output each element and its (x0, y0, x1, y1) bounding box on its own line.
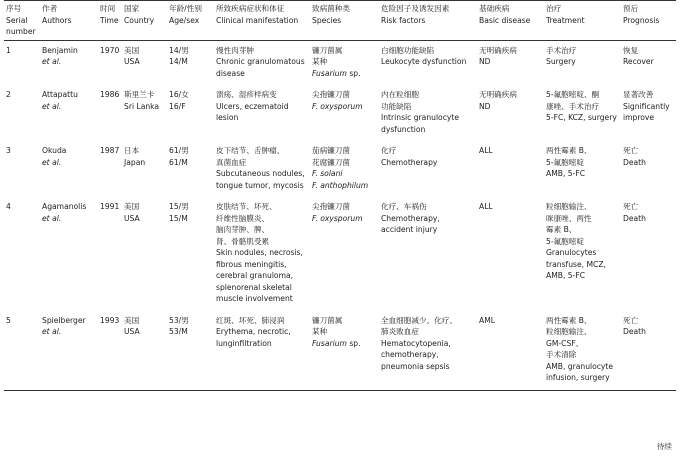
column-header-en: Species (312, 15, 342, 25)
cell-basic-disease (477, 197, 544, 311)
cell-line: 恢复 (623, 45, 639, 55)
cell-line: improve (623, 113, 655, 122)
column-header-en: number (6, 27, 36, 36)
column-header (4, 1, 40, 40)
cell-line: 某种 (312, 327, 328, 336)
cell-line: F. oxysporum (312, 101, 363, 111)
column-header-cn: 年龄/性别 (169, 4, 202, 13)
cell-line: 功能缺陷 (381, 101, 412, 111)
cell-line: 5-氟胞嘧啶 (546, 236, 584, 246)
column-header-en: Age/sex (169, 15, 200, 25)
cell-line: 手术治疗 (546, 45, 577, 55)
cell-line: Chemotherapy, (381, 213, 440, 223)
cell-species (310, 311, 379, 391)
cell-line: Leukocyte dysfunction (381, 57, 467, 66)
cell-line: 肾、骨骼肌受累 (216, 236, 270, 246)
cell-line: et al. (42, 101, 62, 111)
column-header-cn: 时间 (100, 4, 116, 13)
cell-basic-disease (477, 141, 544, 197)
cell-line: AMB, granulocyte (546, 361, 614, 371)
cell-line: Fusarium sp. (312, 338, 361, 348)
cell-clinical (214, 85, 310, 141)
column-header (477, 1, 544, 40)
cell-line: cerebral granuloma, (216, 271, 294, 280)
cell-line: 全血细胞减少、化疗、 (381, 315, 457, 325)
cell-clinical (214, 40, 310, 85)
cell-line: Recover (623, 57, 654, 66)
cell-line: 无明确疾病 (479, 90, 517, 99)
cell-line: Fusarium sp. (312, 68, 361, 78)
column-header-en: Time (100, 15, 119, 25)
cell-line: et al. (42, 213, 62, 223)
cell-basic-disease (477, 311, 544, 391)
cell-line: pneumonia sepsis (381, 361, 450, 371)
cell-prognosis (621, 40, 676, 85)
column-header (379, 1, 477, 40)
column-header-en: Serial (6, 15, 28, 25)
column-header (98, 1, 122, 40)
cell-species (310, 141, 379, 197)
cell-line: Death (623, 327, 646, 336)
cell-authors (40, 141, 98, 197)
cell-serial: 1 (6, 45, 11, 55)
cell-line: Surgery (546, 57, 576, 66)
cell-line: 真菌血症 (216, 157, 247, 167)
cell-treatment (544, 141, 621, 197)
cell-line: 某种 (312, 57, 328, 66)
column-header-en: Basic disease (479, 15, 531, 25)
cell-line: 15/男 (169, 202, 189, 211)
cell-line: Okuda (42, 146, 67, 155)
cell-line: 花腐镰刀菌 (312, 157, 350, 167)
cell-line: ALL (479, 202, 493, 211)
cell-age-sex (167, 311, 214, 391)
cell-treatment (544, 197, 621, 311)
cell-age-sex (167, 197, 214, 311)
cell-line: 纤维性脑膜炎、 (216, 213, 270, 223)
cell-line: Benjamin (42, 45, 78, 55)
cell-risk (379, 40, 477, 85)
column-header-cn: 国家 (124, 4, 140, 13)
cell-country (122, 40, 167, 85)
cell-line: 肺炎败血症 (381, 327, 419, 336)
cell-line: 死亡 (623, 315, 639, 325)
table-body (4, 40, 676, 390)
cell-time: 1987 (100, 146, 120, 155)
cell-clinical (214, 141, 310, 197)
cell-line: 咪康唑、两性 (546, 213, 592, 223)
cell-line: 尖孢镰刀菌 (312, 202, 350, 211)
column-header-cn: 作者 (42, 4, 58, 13)
cell-line: 镰刀菌属 (312, 45, 343, 55)
cell-line: 53/M (169, 327, 188, 336)
cell-line: Agamanolis (42, 202, 87, 211)
cell-line: 死亡 (623, 202, 639, 211)
case-table (4, 0, 676, 391)
column-header (214, 1, 310, 40)
cell-line: 脑肉芽肿、脾、 (216, 225, 270, 234)
cell-line: 粒细胞输注、 (546, 202, 592, 211)
cell-line: 16/女 (169, 90, 189, 99)
column-header-en: Risk factors (381, 15, 426, 25)
cell-line: 5-FC, KCZ, surgery (546, 113, 617, 122)
cell-line: USA (124, 327, 140, 336)
cell-line: 死亡 (623, 146, 639, 155)
cell-line: Ulcers, eczematoid (216, 101, 289, 111)
cell-line: 化疗 (381, 146, 397, 155)
column-header-cn: 预后 (623, 4, 639, 13)
cell-line: 红斑、坏死、肺浸润 (216, 315, 285, 325)
cell-time: 1986 (100, 90, 120, 99)
table-row (4, 141, 676, 197)
cell-authors (40, 85, 98, 141)
column-header-en: Clinical manifestation (216, 15, 299, 25)
cell-species (310, 197, 379, 311)
cell-line: lesion (216, 113, 239, 122)
column-header-cn: 序号 (6, 4, 22, 13)
cell-age-sex (167, 141, 214, 197)
cell-line: Spielberger (42, 315, 86, 325)
cell-line: Granulocytes (546, 248, 597, 257)
column-header-en: Authors (42, 15, 72, 25)
cell-line: Death (623, 157, 646, 167)
cell-line: 14/男 (169, 45, 189, 55)
cell-line: AMB, 5-FC (546, 271, 586, 280)
cell-authors (40, 311, 98, 391)
cell-line: GM-CSF、 (546, 338, 584, 348)
cell-line: Chemotherapy (381, 157, 438, 167)
cell-line: 斯里兰卡 (124, 90, 155, 99)
cell-serial: 3 (6, 146, 11, 155)
cell-line: 溃疡、湿疹样病变 (216, 90, 277, 99)
cell-risk (379, 141, 477, 197)
cell-line: 内在粒细胞 (381, 90, 419, 99)
cell-country (122, 311, 167, 391)
cell-line: 无明确疾病 (479, 45, 517, 55)
cell-age-sex (167, 40, 214, 85)
cell-country (122, 85, 167, 141)
cell-line: Sri Lanka (124, 101, 160, 111)
cell-line: Significantly (623, 101, 670, 111)
cell-line: 霉素 B、 (546, 225, 577, 234)
column-header-en: Treatment (546, 15, 585, 25)
cell-line: AML (479, 315, 495, 325)
cell-age-sex (167, 85, 214, 141)
cell-species (310, 40, 379, 85)
cell-authors (40, 40, 98, 85)
cell-line: USA (124, 57, 140, 66)
cell-line: Death (623, 213, 646, 223)
cell-line: 美国 (124, 202, 140, 211)
cell-line: ALL (479, 146, 493, 155)
cell-line: 53/男 (169, 315, 189, 325)
cell-risk (379, 85, 477, 141)
cell-prognosis (621, 141, 676, 197)
cell-line: 康唑、手术治疗 (546, 101, 600, 111)
cell-line: 白细胞功能缺陷 (381, 45, 435, 55)
cell-time: 1991 (100, 202, 120, 211)
cell-risk (379, 311, 477, 391)
cell-basic-disease (477, 40, 544, 85)
cell-line: 两性霉素 B、 (546, 315, 592, 325)
cell-line: ND (479, 57, 491, 66)
cell-line: 两性霉素 B、 (546, 146, 592, 155)
cell-line: 皮肤结节、坏死、 (216, 202, 277, 211)
cell-line: disease (216, 68, 245, 78)
column-header-en: Country (124, 15, 155, 25)
cell-line: Intrinsic granulocyte (381, 113, 460, 122)
cell-line: 61/M (169, 157, 188, 167)
cell-line: 15/M (169, 213, 188, 223)
cell-line: fibrous meningitis, (216, 259, 287, 269)
cell-clinical (214, 197, 310, 311)
cell-line: Attapattu (42, 90, 78, 99)
cell-clinical (214, 311, 310, 391)
cell-line: Japan (124, 157, 146, 167)
cell-line: F. solani (312, 169, 343, 178)
cell-risk (379, 197, 477, 311)
cell-line: 镰刀菌属 (312, 315, 343, 325)
cell-line: 手术清除 (546, 350, 577, 359)
cell-line: 美国 (124, 315, 140, 325)
cell-line: 粒细胞输注、 (546, 327, 592, 336)
cell-line: 尖孢镰刀菌 (312, 90, 350, 99)
cell-line: splenorenal skeletal (216, 282, 292, 292)
cell-prognosis (621, 85, 676, 141)
cell-serial: 2 (6, 90, 11, 99)
cell-treatment (544, 311, 621, 391)
cell-authors (40, 197, 98, 311)
cell-line: et al. (42, 327, 62, 336)
cell-line: 茄病镰刀菌 (312, 146, 350, 155)
continued-label: 待续 (656, 442, 672, 451)
cell-prognosis (621, 197, 676, 311)
cell-line: 显著改善 (623, 90, 654, 99)
cell-line: F. anthophilum (312, 180, 369, 190)
cell-line: muscle involvement (216, 294, 293, 303)
cell-line: lunginfiltration (216, 338, 272, 348)
column-header-en: Prognosis (623, 15, 660, 25)
column-header (122, 1, 167, 40)
column-header (167, 1, 214, 40)
cell-line: 日本 (124, 146, 140, 155)
column-header (310, 1, 379, 40)
cell-line: accident injury (381, 225, 438, 234)
table-row (4, 85, 676, 141)
cell-line: 16/F (169, 101, 186, 111)
cell-line: USA (124, 213, 140, 223)
cell-species (310, 85, 379, 141)
column-header (544, 1, 621, 40)
cell-line: dysfunction (381, 124, 426, 134)
cell-line: Skin nodules, necrosis, (216, 248, 303, 257)
cell-serial: 5 (4, 311, 40, 391)
cell-line: 皮下结节、舌肿瘤、 (216, 146, 285, 155)
cell-line: et al. (42, 57, 62, 66)
cell-line: tongue tumor, mycosis (216, 180, 304, 190)
table-row (4, 197, 676, 311)
column-header (40, 1, 98, 40)
table-row (4, 40, 676, 85)
cell-line: Erythema, necrotic, (216, 327, 291, 336)
cell-line: AMB, 5-FC (546, 169, 586, 178)
cell-line: 美国 (124, 45, 140, 55)
cell-line: 化疗、车祸伤 (381, 202, 427, 211)
cell-basic-disease (477, 85, 544, 141)
cell-line: Chronic granulomatous (216, 57, 305, 66)
cell-line: Hematocytopenia, (381, 338, 451, 348)
cell-country (122, 197, 167, 311)
column-header-cn: 危险因子及诱发因素 (381, 4, 450, 13)
cell-line: 61/男 (169, 146, 189, 155)
column-header-cn: 基础疾病 (479, 4, 510, 13)
cell-line: ND (479, 101, 491, 111)
cell-country (122, 141, 167, 197)
table-row (4, 311, 676, 391)
cell-serial: 4 (6, 202, 11, 211)
table-header-row (4, 1, 676, 40)
cell-time: 1993 (98, 311, 122, 391)
cell-treatment (544, 85, 621, 141)
cell-line: infusion, surgery (546, 373, 610, 382)
column-header-cn: 致病菌种类 (312, 4, 350, 13)
cell-line: Subcutaneous nodules, (216, 169, 305, 178)
column-header-cn: 治疗 (546, 4, 562, 13)
cell-line: 5-氟胞嘧啶、酮 (546, 90, 600, 99)
cell-line: transfuse, MCZ, (546, 259, 606, 269)
cell-line: 14/M (169, 57, 188, 66)
cell-time: 1970 (100, 45, 120, 55)
column-header-cn: 所致疾病症状和体征 (216, 4, 285, 13)
cell-prognosis (621, 311, 676, 391)
cell-line: chemotherapy, (381, 350, 439, 359)
cell-line: F. oxysporum (312, 213, 363, 223)
cell-line: 慢性肉芽肿 (216, 45, 254, 55)
column-header (621, 1, 676, 40)
cell-line: 5-氟胞嘧啶 (546, 157, 584, 167)
cell-treatment (544, 40, 621, 85)
cell-line: et al. (42, 157, 62, 167)
